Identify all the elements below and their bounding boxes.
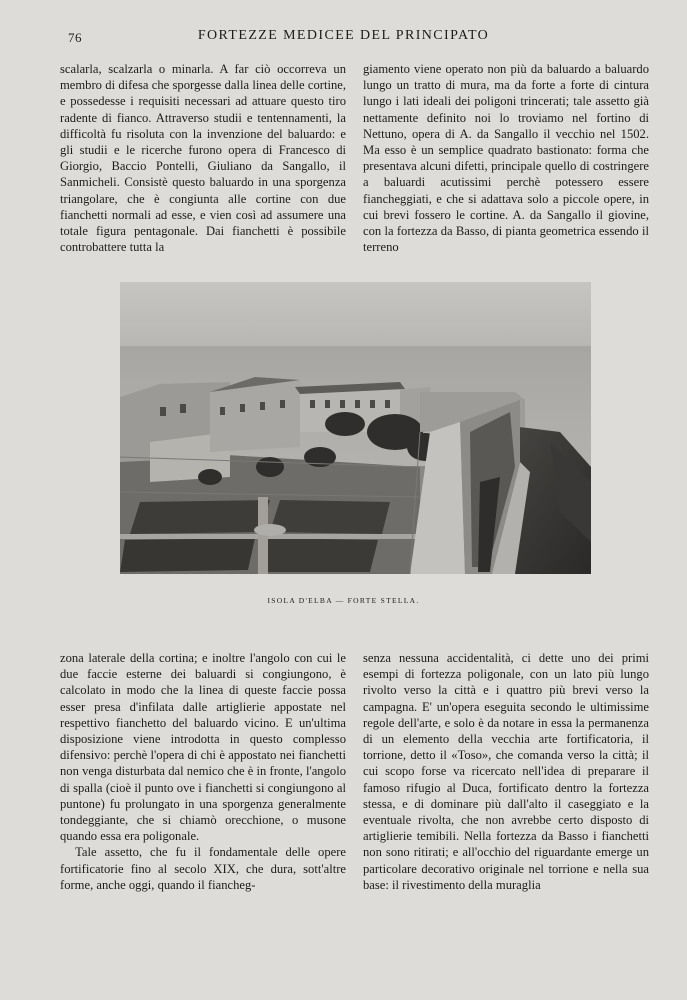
paragraph: zona laterale della cortina; e inoltre l'angolo con cui le due faccie esterne dei baluardi si congiungono, è calcolato in modo che la linea di queste faccie possa esser presa d'infilata dalle artiglierie appostate nel respettivo fianchetto del baluardo vicino. E un'ultima disposizione viene introdotta in questo complesso difensivo: perchè l'opera di chi è appostato nei fianchetti non venga disturbata dal nemico che è in fronte, l'angolo di spalla (cioè il punto ove i fianchetti si congiungono al puntone) fu prolungato in una sporgenza generalmente tondeggiante, che si chiamò orecchione, o musone quando essa era poligonale. xyxy=(60,651,346,844)
paragraph: giamento viene operato non più da baluardo a baluardo lungo un tratto di mura, ma da forte a forte di cintura lungo i lati ideali dei poligoni trincerati; tale assetto già nettamente definito noi lo troviamo nel fortino di Nettuno, opera di A. da Sangallo il vecchio nel 1502. Ma esso è un semplice quadrato bastionato: forma che presentava alcuni difetti, principale quello di costringere a baluardi acutissimi perchè potessero essere fiancheggiati, e che si adattava solo a piccole opere, in cui brevi fossero le cortine. A. da Sangallo il giovine, con la fortezza da Basso, di pianta geometrica essendo il terreno xyxy=(363,62,649,255)
paragraph: Tale assetto, che fu il fondamentale delle opere fortificatorie fino al secolo XIX, che dura, sott'altre forme, anche oggi, quando il fiancheg- xyxy=(60,845,346,892)
text-column-bottom-right xyxy=(363,650,649,893)
text-column-top-right xyxy=(363,61,649,255)
text-column-bottom-left xyxy=(60,650,346,893)
page-number: 76 xyxy=(68,30,82,45)
paragraph: scalarla, scalzarla o minarla. A far ciò occorreva un membro di difesa che sporgesse dalla linea delle cortine, e possedesse i requisiti necessari ad attuare questo tiro radente di fianco. Attraverso studii e tentennamenti, la difficoltà fu risoluta con la invenzione del baluardo: e gli studii e le ricerche furono opera di Francesco di Giorgio, Baccio Pontelli, Giuliano da Sangallo, il Sanmicheli. Consistè questo baluardo in una sporgenza triangolare, che è congiunta alle cortine con due fianchetti normali ad esse, e vien così ad assumere una totale figura pentagonale. Dai fianchetti è possibile controbattere tutta la xyxy=(60,62,346,255)
figure-caption: ISOLA D'ELBA — FORTE STELLA. xyxy=(267,596,420,605)
paragraph: senza nessuna accidentalità, ci dette uno dei primi esempi di fortezza poligonale, con un lato più lungo rivolto verso la città e i quattro più brevi verso la campagna. E' un'opera eseguita secondo le ultimissime regole dell'arte, e solo è da notare in essa la permanenza di un elemento della vecchia arte fortificatoria, il torrione, detto il «Toso», che comanda verso la città; il cui scopo forse va ricercato nell'idea di preparare il famoso rifugio al Duca, fortificato dentro la fortezza stessa, e di dominare più dall'alto il caseggiato e la eventuale rivolta, che non avrebbe certo disposto di artiglierie temibili. Nella fortezza da Basso i fianchetti non sono ritirati; e all'occhio del riguardante emerge un particolare decorativo originale nel torrione e nella sua base: il rivestimento della muraglia xyxy=(363,651,649,892)
text-column-top-left xyxy=(60,61,346,255)
running-title: FORTEZZE MEDICEE DEL PRINCIPATO xyxy=(197,28,490,43)
fortress-photograph xyxy=(120,282,591,574)
